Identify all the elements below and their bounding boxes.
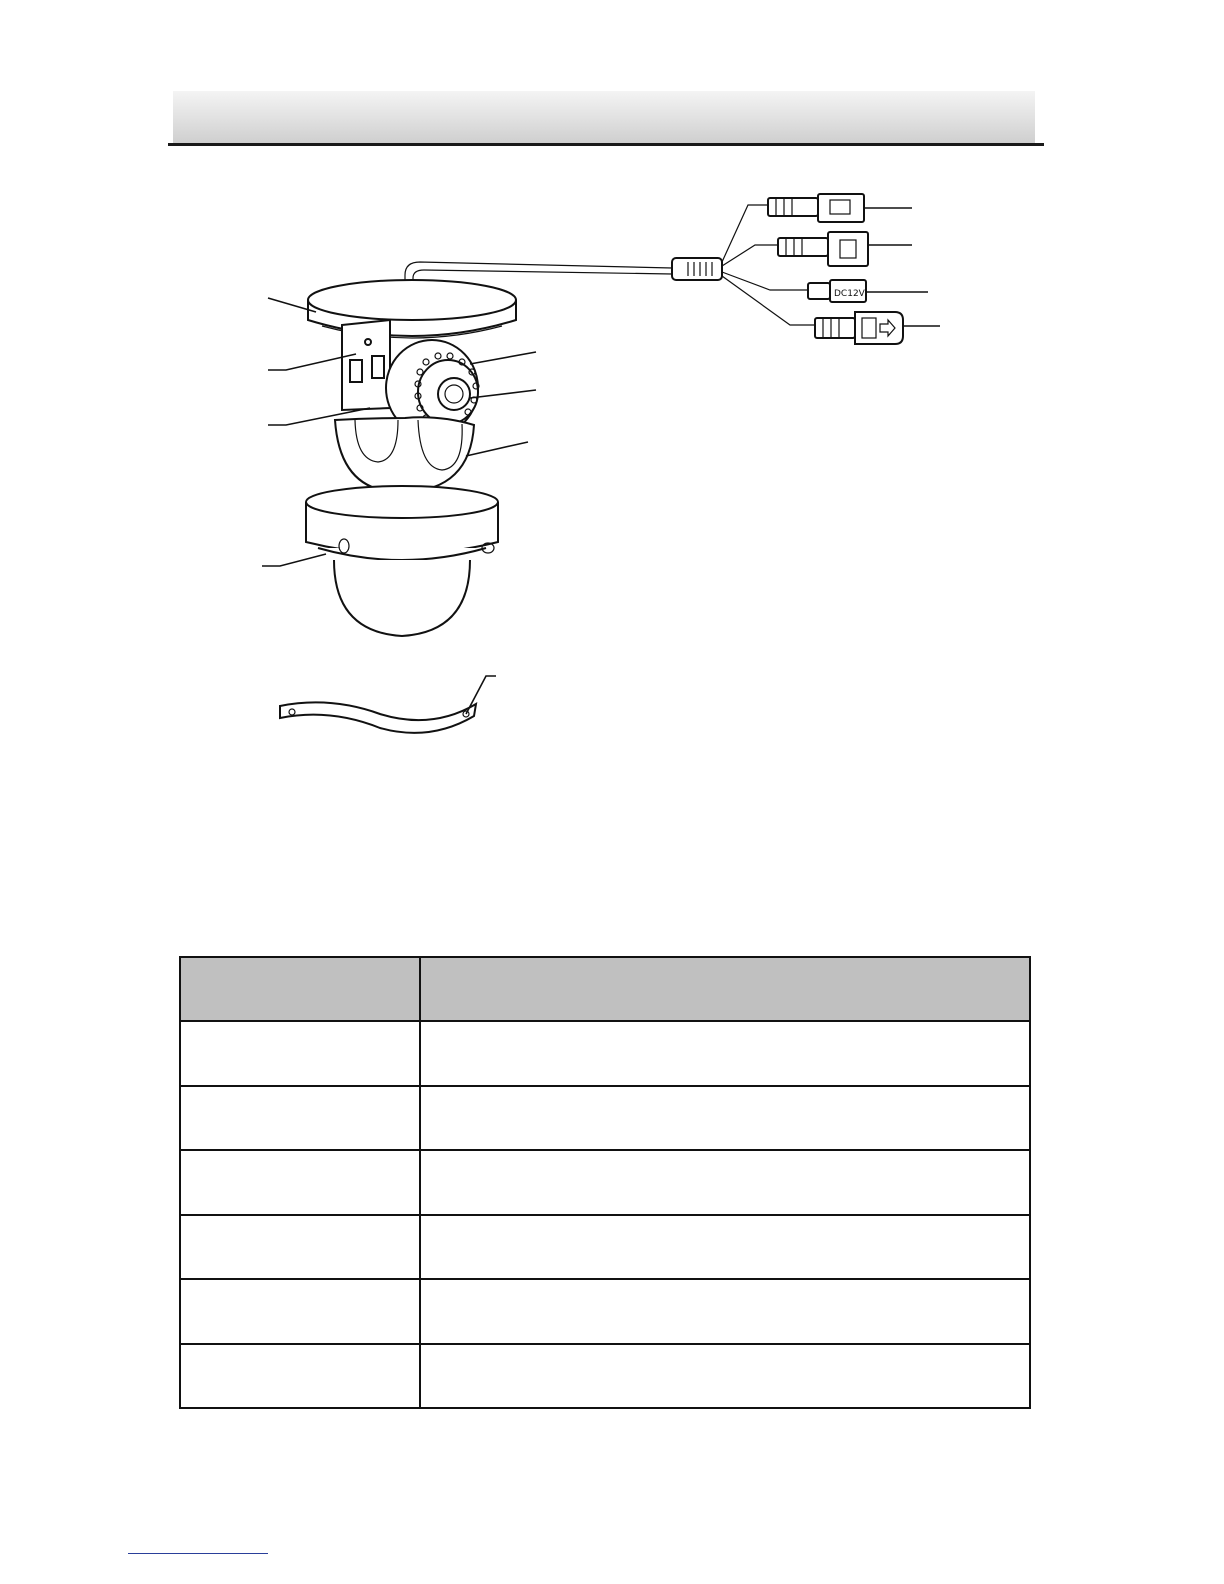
- callout-inner-liner: [466, 442, 528, 456]
- mounting-base: [308, 280, 516, 338]
- branch-cable-3: [722, 272, 808, 290]
- table-row: [180, 1279, 1030, 1344]
- table-header-row: [180, 957, 1030, 1021]
- safety-strap: [280, 702, 476, 732]
- row-name: [420, 1279, 1030, 1344]
- footer-link-underline[interactable]: [128, 1553, 268, 1554]
- power-connector-label: DC12V: [834, 289, 865, 299]
- connector-4: [815, 312, 903, 344]
- header-number: [180, 957, 420, 1021]
- connector-2: [778, 232, 868, 266]
- cable-hub: [672, 258, 722, 280]
- table-row: [180, 1344, 1030, 1409]
- branch-cable-2: [722, 245, 778, 266]
- connector-3-power: [808, 280, 866, 302]
- branch-cable-4: [722, 276, 815, 325]
- mounting-bracket: [342, 320, 390, 410]
- enclosure-dome: [306, 486, 498, 636]
- branch-cable-1: [722, 205, 768, 262]
- row-name: [420, 1215, 1030, 1280]
- table-row: [180, 1215, 1030, 1280]
- parts-table: [179, 956, 1031, 1409]
- header-name: [420, 957, 1030, 1021]
- row-number: [180, 1344, 420, 1409]
- callout-lens: [470, 390, 536, 398]
- row-number: [180, 1150, 420, 1215]
- table-row: [180, 1086, 1030, 1151]
- row-number: [180, 1215, 420, 1280]
- table-row: [180, 1021, 1030, 1086]
- inner-liner: [335, 417, 474, 492]
- callout-dome: [262, 554, 326, 566]
- row-name: [420, 1344, 1030, 1409]
- table-row: [180, 1150, 1030, 1215]
- connector-1: [768, 194, 864, 222]
- row-number: [180, 1086, 420, 1151]
- row-number: [180, 1021, 420, 1086]
- row-number: [180, 1279, 420, 1344]
- row-name: [420, 1021, 1030, 1086]
- row-name: [420, 1086, 1030, 1151]
- callout-ir-leds: [470, 352, 536, 364]
- row-name: [420, 1150, 1030, 1215]
